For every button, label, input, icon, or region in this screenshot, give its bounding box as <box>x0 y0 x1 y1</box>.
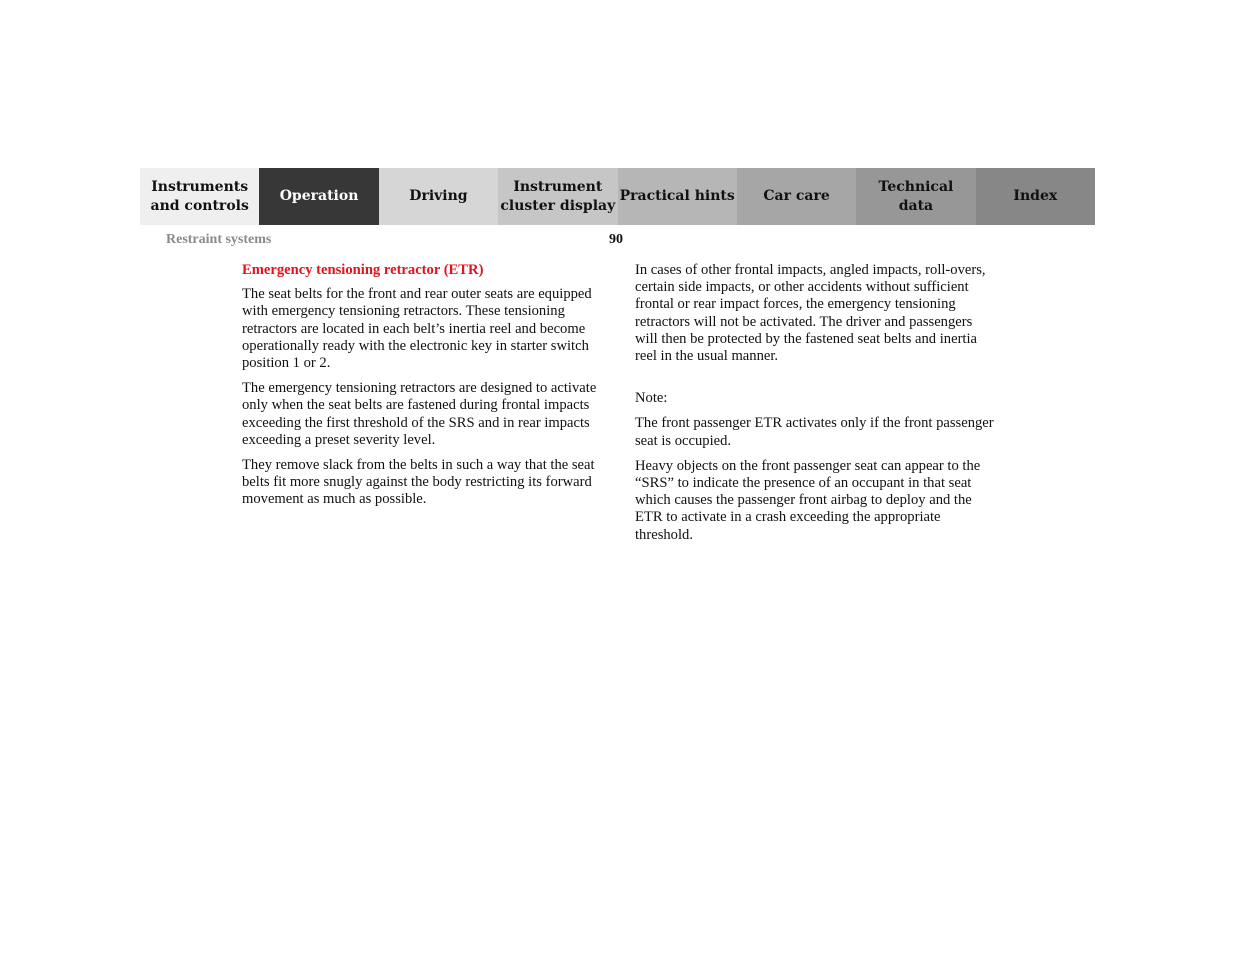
tab-label-line1: Driving <box>409 188 468 204</box>
section-title: Restraint systems <box>166 232 272 247</box>
tab-index[interactable] <box>976 168 1095 225</box>
paragraph: The seat belts for the front and rear outer seats are equipped with emergency tensioning retractors. These tensioning retractors are located in each belt’s inertia reel and become operationally ready with the electronic key in starter switch position 1 or 2. <box>242 286 592 372</box>
paragraph: In cases of other frontal impacts, angled impacts, roll-overs, certain side impacts, or other accidents without sufficient frontal or rear impact forces, the emergency tensioning retractors will not be activated. The driver and passengers will then be protected by the fastened seat belts and inertia reel in the usual manner. <box>635 262 986 365</box>
tab-instruments-and-controls[interactable] <box>140 168 259 225</box>
page-number: 90 <box>609 232 623 247</box>
tab-operation[interactable] <box>259 168 378 225</box>
section-tabs <box>140 168 1095 225</box>
tab-driving[interactable] <box>379 168 498 225</box>
tab-instrument-cluster-display[interactable] <box>498 168 617 225</box>
tab-label-line1: Technical <box>878 178 954 195</box>
tab-technical-data[interactable] <box>856 168 975 225</box>
paragraph: Heavy objects on the front passenger seat can appear to the “SRS” to indicate the presence of an occupant in that seat which causes the passenger front airbag to deploy and the ETR to activate in a crash exceeding the appropriate threshold. <box>635 457 981 543</box>
left-column <box>242 262 604 517</box>
tab-label-line1: Instrument <box>513 178 603 195</box>
paragraph: The front passenger ETR activates only if the front passenger seat is occupied. <box>635 415 994 449</box>
tab-label-line1: Instruments <box>151 178 249 195</box>
tab-label-line1: Practical hints <box>619 188 735 204</box>
tab-label-line2: data <box>898 197 934 214</box>
note-label: Note: <box>635 390 668 407</box>
right-column <box>635 262 997 552</box>
tab-label-line2: cluster display <box>500 197 616 214</box>
paragraph: They remove slack from the belts in such a way that the seat belts fit more snugly against the body restricting its forward movement as much as possible. <box>242 457 595 508</box>
tab-label-line1: Car care <box>763 188 830 204</box>
tab-label-line1: Operation <box>279 188 359 204</box>
tab-car-care[interactable] <box>737 168 856 225</box>
tab-label-line2: and controls <box>150 197 249 214</box>
tab-practical-hints[interactable] <box>618 168 737 225</box>
tab-label-line1: Index <box>1013 188 1058 204</box>
section-heading: Emergency tensioning retractor (ETR) <box>242 262 484 278</box>
paragraph: The emergency tensioning retractors are designed to activate only when the seat belts are fastened during frontal impacts exceeding the first threshold of the SRS and in rear impacts exceeding a preset severity level. <box>242 380 597 448</box>
